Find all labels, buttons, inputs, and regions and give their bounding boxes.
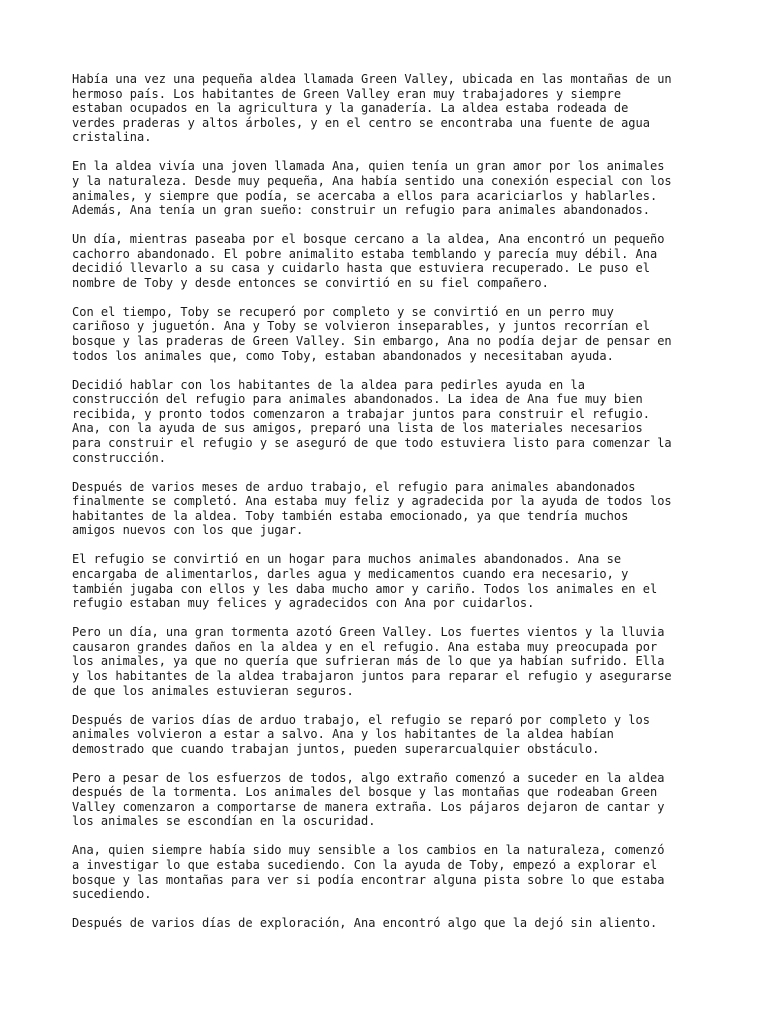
paragraph-4: Con el tiempo, Toby se recuperó por completo y se convirtió en un perro muy cariñoso y juguetón. Ana y Toby se volvieron inseparables, y juntos recorrían el bosque y las praderas de Green Valley. Sin embargo, Ana no podía dejar de pensar en todos los animales que, como Toby, estaban abandonados y necesitaban ayuda. xyxy=(72,304,672,363)
paragraph-10: Pero a pesar de los esfuerzos de todos, algo extraño comenzó a suceder en la aldea después de la tormenta. Los animales del bosque y las montañas que rodeaban Green Valley comenzaron a comportarse de manera extraña. Los pájaros dejaron de cantar y los animales se escondían en la oscuridad. xyxy=(72,770,665,829)
paragraph-8: Pero un día, una gran tormenta azotó Green Valley. Los fuertes vientos y la lluvia causaron grandes daños en la aldea y en el refugio. Ana estaba muy preocupada por los animales, ya que no quería que sufrieran más de lo que ya habían sufrido. Ella y los habitantes de la aldea trabajaron juntos para reparar el refugio y asegurarse de que los animales estuvieran seguros. xyxy=(72,625,672,698)
paragraph-9: Después de varios días de arduo trabajo, el refugio se reparó por completo y los animales volvieron a estar a salvo. Ana y los habitantes de la aldea habían demostrado que cuando trabajan juntos, pueden superarcualquier obstáculo. xyxy=(72,712,650,756)
paragraph-11: Ana, quien siempre había sido muy sensible a los cambios en la naturaleza, comenzó a investigar lo que estaba sucediendo. Con la ayuda de Toby, empezó a explorar el bosque y las montañas para ver si podía encontrar alguna pista sobre lo que estaba sucediendo. xyxy=(72,843,665,902)
paragraph-6: Después de varios meses de arduo trabajo, el refugio para animales abandonados finalmente se completó. Ana estaba muy feliz y agradecida por la ayuda de todos los habitantes de la aldea. Toby también estaba emocionado, ya que tendría muchos amigos nuevos con los que jugar. xyxy=(72,479,672,538)
paragraph-12: Después de varios días de exploración, Ana encontró algo que la dejó sin aliento. xyxy=(72,916,658,931)
paragraph-3: Un día, mientras paseaba por el bosque cercano a la aldea, Ana encontró un pequeño cachorro abandonado. El pobre animalito estaba temblando y parecía muy débil. Ana decidió llevarlo a su casa y cuidarlo hasta que estuviera recuperado. Le puso el nombre de Toby y desde entonces se convirtió en su fiel compañero. xyxy=(72,232,665,290)
paragraph-2: En la aldea vivía una joven llamada Ana, quien tenía un gran amor por los animales y la naturaleza. Desde muy pequeña, Ana había sentido una conexión especial con los animales, y siempre que podía, se acercaba a ellos para acariciarlos y hablarles. Además, Ana tenía un gran sueño: construir un refugio para animales abandonados. xyxy=(72,159,672,218)
paragraph-1: Había una vez una pequeña aldea llamada Green Valley, ubicada en las montañas de un hermoso país. Los habitantes de Green Valley eran muy trabajadores y siempre estaban ocupados en la agricultura y la ganadería. La aldea estaba rodeada de verdes praderas y altos árboles, y en el centro se encontraba una fuente de agua cristalina. xyxy=(72,72,672,145)
document-page xyxy=(72,72,712,945)
paragraph-7: El refugio se convirtió en un hogar para muchos animales abandonados. Ana se encargaba de alimentarlos, darles agua y medicamentos cuando era necesario, y también jugaba con ellos y les daba mucho amor y cariño. Todos los animales en el refugio estaban muy felices y agradecidos con Ana por cuidarlos. xyxy=(72,552,658,611)
paragraph-5: Decidió hablar con los habitantes de la aldea para pedirles ayuda en la construcción del refugio para animales abandonados. La idea de Ana fue muy bien recibida, y pronto todos comenzaron a trabajar juntos para construir el refugio. Ana, con la ayuda de sus amigos, preparó una lista de los materiales necesarios para construir el refugio y se aseguró de que todo estuviera listo para comenzar la construcción. xyxy=(72,377,672,465)
